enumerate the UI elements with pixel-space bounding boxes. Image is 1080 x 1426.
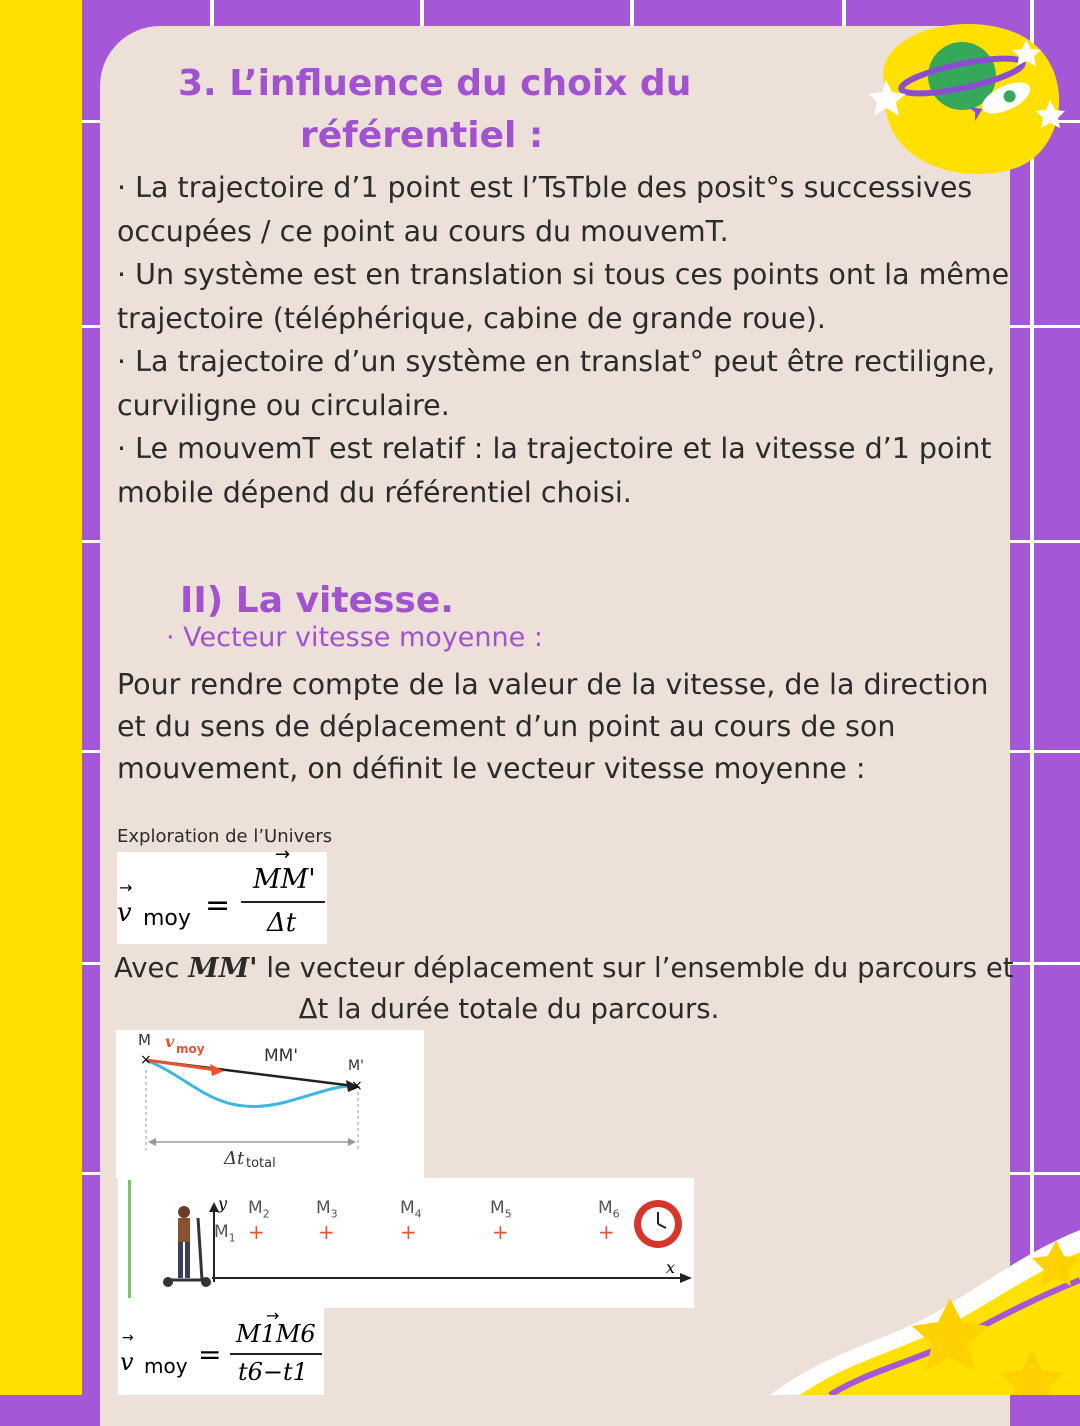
subheading-vecteur: · Vecteur vitesse moyenne :	[166, 622, 543, 653]
formula2-lhs-sub: moy	[144, 1354, 188, 1378]
formula-lhs-sub: moy	[143, 906, 191, 931]
displacement-figure	[116, 1030, 424, 1178]
point-label-M5: $M_5$	[490, 1198, 512, 1221]
formula2-denominator: t6−t1	[238, 1358, 308, 1386]
clock-icon	[634, 1200, 682, 1248]
point-label-M3: $M_3$	[316, 1198, 338, 1221]
fraction-bar	[241, 901, 325, 903]
formula-vmoy	[117, 844, 327, 944]
list-item: · Un système est en translation si tous ces points ont la même trajectoire (téléphérique, cabine de grande roue).	[117, 258, 1010, 335]
formula-vmoy-m1m6	[118, 1308, 324, 1395]
point-label-M2: $M_2$	[248, 1198, 270, 1221]
vector-arrow-icon: →	[275, 844, 291, 865]
axis-x-label: x	[666, 1258, 676, 1277]
planet-rocket-decoration	[866, 18, 1066, 178]
point-marker-M4: +	[400, 1220, 417, 1244]
label-vmoy-sub: moy	[176, 1042, 205, 1056]
source-caption: Exploration de l’Univers	[117, 826, 333, 847]
intro-paragraph: Pour rendre compte de la valeur de la vitesse, de la direction et du sens de déplacement d’un point au cours de son mouvement, on définit le vecteur vitesse moyenne :	[117, 668, 989, 785]
person-head	[178, 1206, 190, 1218]
point-marker-M3: +	[318, 1220, 335, 1244]
label-dt: Δt	[224, 1148, 245, 1169]
label-Mprime: M'	[348, 1058, 364, 1074]
point-label-M1: $M_1$	[214, 1222, 236, 1245]
svg-text:×: ×	[351, 1078, 363, 1094]
axis-y-label: y	[218, 1194, 228, 1213]
vector-arrow-icon: →	[122, 1330, 134, 1346]
section-title-line2: référentiel :	[300, 115, 544, 156]
vector-arrow-icon: →	[119, 878, 133, 897]
section-title-line1: 3. L’influence du choix du	[178, 63, 692, 104]
formula-lhs-symbol: v	[117, 898, 132, 928]
fraction-bar	[230, 1353, 322, 1355]
explanation-prefix: Avec	[114, 952, 189, 984]
yellow-border-strip	[0, 0, 82, 1395]
formula2-numerator: M1M6	[236, 1320, 316, 1348]
point-marker-M6: +	[598, 1220, 615, 1244]
formula2-lhs-symbol: v	[120, 1348, 134, 1376]
explanation-line2: Δt la durée totale du parcours.	[298, 993, 720, 1025]
explanation-symbol: MM'	[188, 952, 258, 984]
formula-explanation	[114, 948, 1014, 1030]
scooter-figure	[118, 1178, 694, 1308]
label-vmoy: v	[165, 1032, 175, 1051]
point-marker-M2: +	[248, 1220, 265, 1244]
explanation-rest: le vecteur déplacement sur l’ensemble du parcours et	[257, 952, 1014, 984]
list-item: · Le mouvemT est relatif : la trajectoire et la vitesse d’1 point mobile dépend du référentiel choisi.	[117, 432, 992, 509]
point-label-M4: $M_4$	[400, 1198, 422, 1221]
section-title	[178, 58, 698, 162]
list-item: · La trajectoire d’un système en translat° peut être rectiligne, curviligne ou circulaire.	[117, 345, 996, 422]
svg-text:×: ×	[140, 1052, 152, 1068]
label-MM: MM'	[264, 1046, 299, 1066]
point-marker-M5: +	[492, 1220, 509, 1244]
formula2-equals: =	[198, 1338, 222, 1371]
label-dt-sub: total	[246, 1156, 276, 1171]
definition-list	[117, 166, 1017, 514]
formula-numerator: MM'	[253, 864, 316, 895]
formula-equals: =	[205, 888, 231, 923]
scooter-icon	[163, 1206, 211, 1287]
vector-arrow-icon: →	[266, 1306, 280, 1325]
heading-vitesse: II) La vitesse.	[180, 580, 454, 621]
point-label-M6: $M_6$	[598, 1198, 620, 1221]
grid-line	[1030, 0, 1034, 1395]
formula-denominator: Δt	[267, 908, 297, 938]
label-M: M	[138, 1031, 151, 1049]
list-item: · La trajectoire d’1 point est l’TsTble des posit°s successives occupées / ce point au cours du mouvemT.	[117, 171, 973, 248]
stars-decoration	[770, 1230, 1080, 1395]
